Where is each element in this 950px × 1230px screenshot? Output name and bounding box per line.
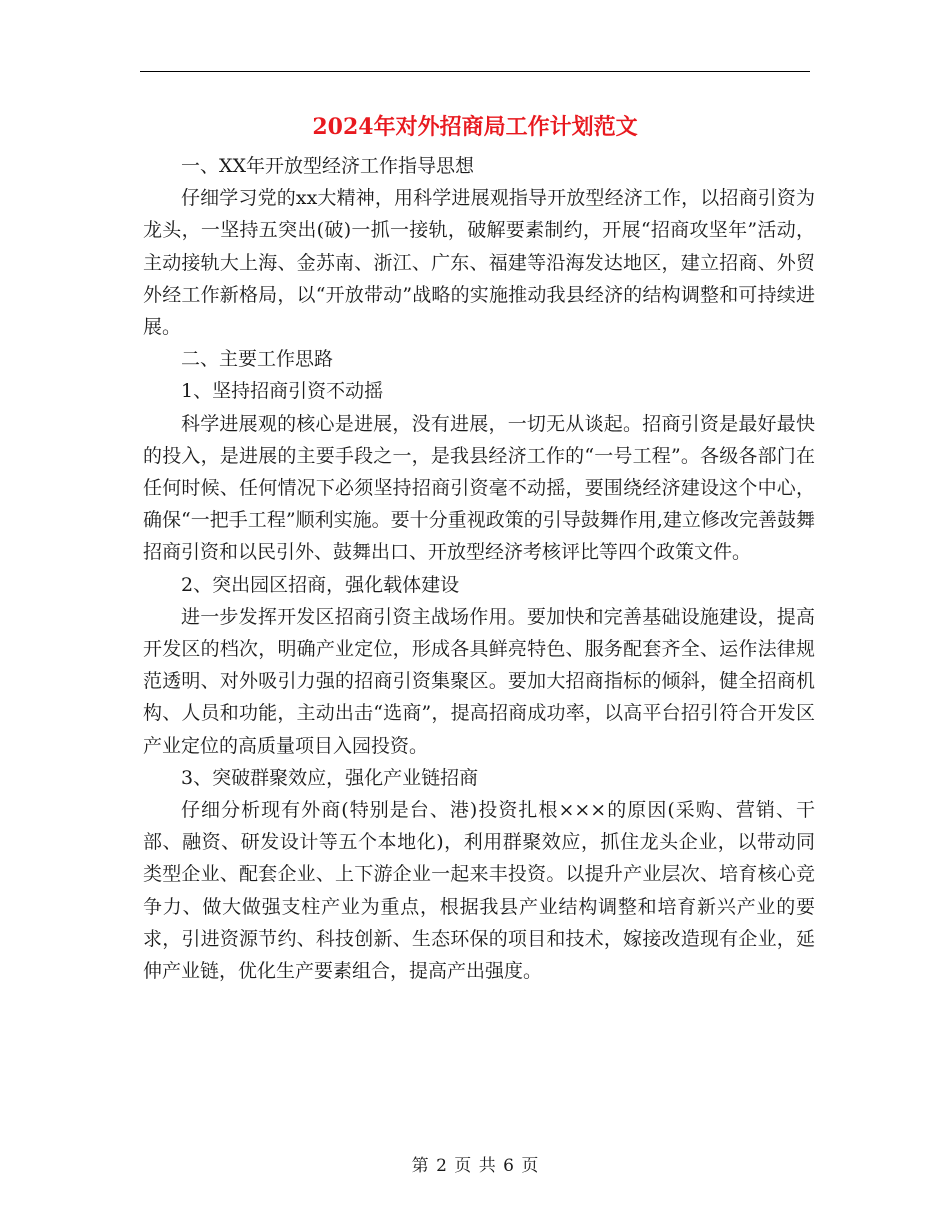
- section-heading: 二、主要工作思路: [181, 348, 334, 371]
- body-paragraph: 科学进展观的核心是进展，没有进展，一切无从谈起。招商引资是最好最快的投入，是进展的主要手段之一，是我县经济工作的“一号工程”。各级各部门在任何时候、任何情况下必须坚持招商引资毫不动摇，要围绕经济建设这个中心，确保“一把手工程”顺利实施。要十分重视政策的引导鼓舞作用,建立修改完善鼓舞招商引资和以民引外、鼓舞出口、开放型经济考核评比等四个政策文件。: [143, 412, 815, 564]
- document-title: 2024年对外招商局工作计划范文: [312, 114, 638, 140]
- header-rule: [140, 71, 810, 72]
- body-paragraph: 仔细学习党的xx大精神，用科学进展观指导开放型经济工作，以招商引资为龙头，一坚持五突出(破)一抓一接轨，破解要素制约，开展“招商攻坚年”活动，主动接轨大上海、金苏南、浙江、广东、福建等沿海发达地区，建立招商、外贸外经工作新格局，以“开放带动”战略的实施推动我县经济的结构调整和可持续进展。: [143, 187, 815, 339]
- page-number: 第 2 页 共 6 页: [411, 1156, 539, 1176]
- subsection-heading: 3、突破群聚效应，强化产业链招商: [181, 766, 479, 789]
- document-body: [143, 150, 815, 987]
- subsection-heading: 2、突出园区招商，强化载体建设: [181, 573, 460, 596]
- body-paragraph: 进一步发挥开发区招商引资主战场作用。要加快和完善基础设施建设，提高开发区的档次，明确产业定位，形成各具鲜亮特色、服务配套齐全、运作法律规范透明、对外吸引力强的招商引资集聚区。要加大招商指标的倾斜，健全招商机构、人员和功能，主动出击“选商”，提高招商成功率，以高平台招引符合开发区产业定位的高质量项目入园投资。: [143, 605, 815, 757]
- body-paragraph: 仔细分析现有外商(特别是台、港)投资扎根×××的原因(采购、营销、干部、融资、研发设计等五个本地化)，利用群聚效应，抓住龙头企业，以带动同类型企业、配套企业、上下游企业一起来丰投资。以提升产业层次、培育核心竞争力、做大做强支柱产业为重点，根据我县产业结构调整和培育新兴产业的要求，引进资源节约、科技创新、生态环保的项目和技术，嫁接改造现有企业，延伸产业链，优化生产要素组合，提高产出强度。: [143, 799, 815, 983]
- section-heading: 一、XX年开放型经济工作指导思想: [181, 155, 475, 177]
- subsection-heading: 1、坚持招商引资不动摇: [181, 380, 384, 403]
